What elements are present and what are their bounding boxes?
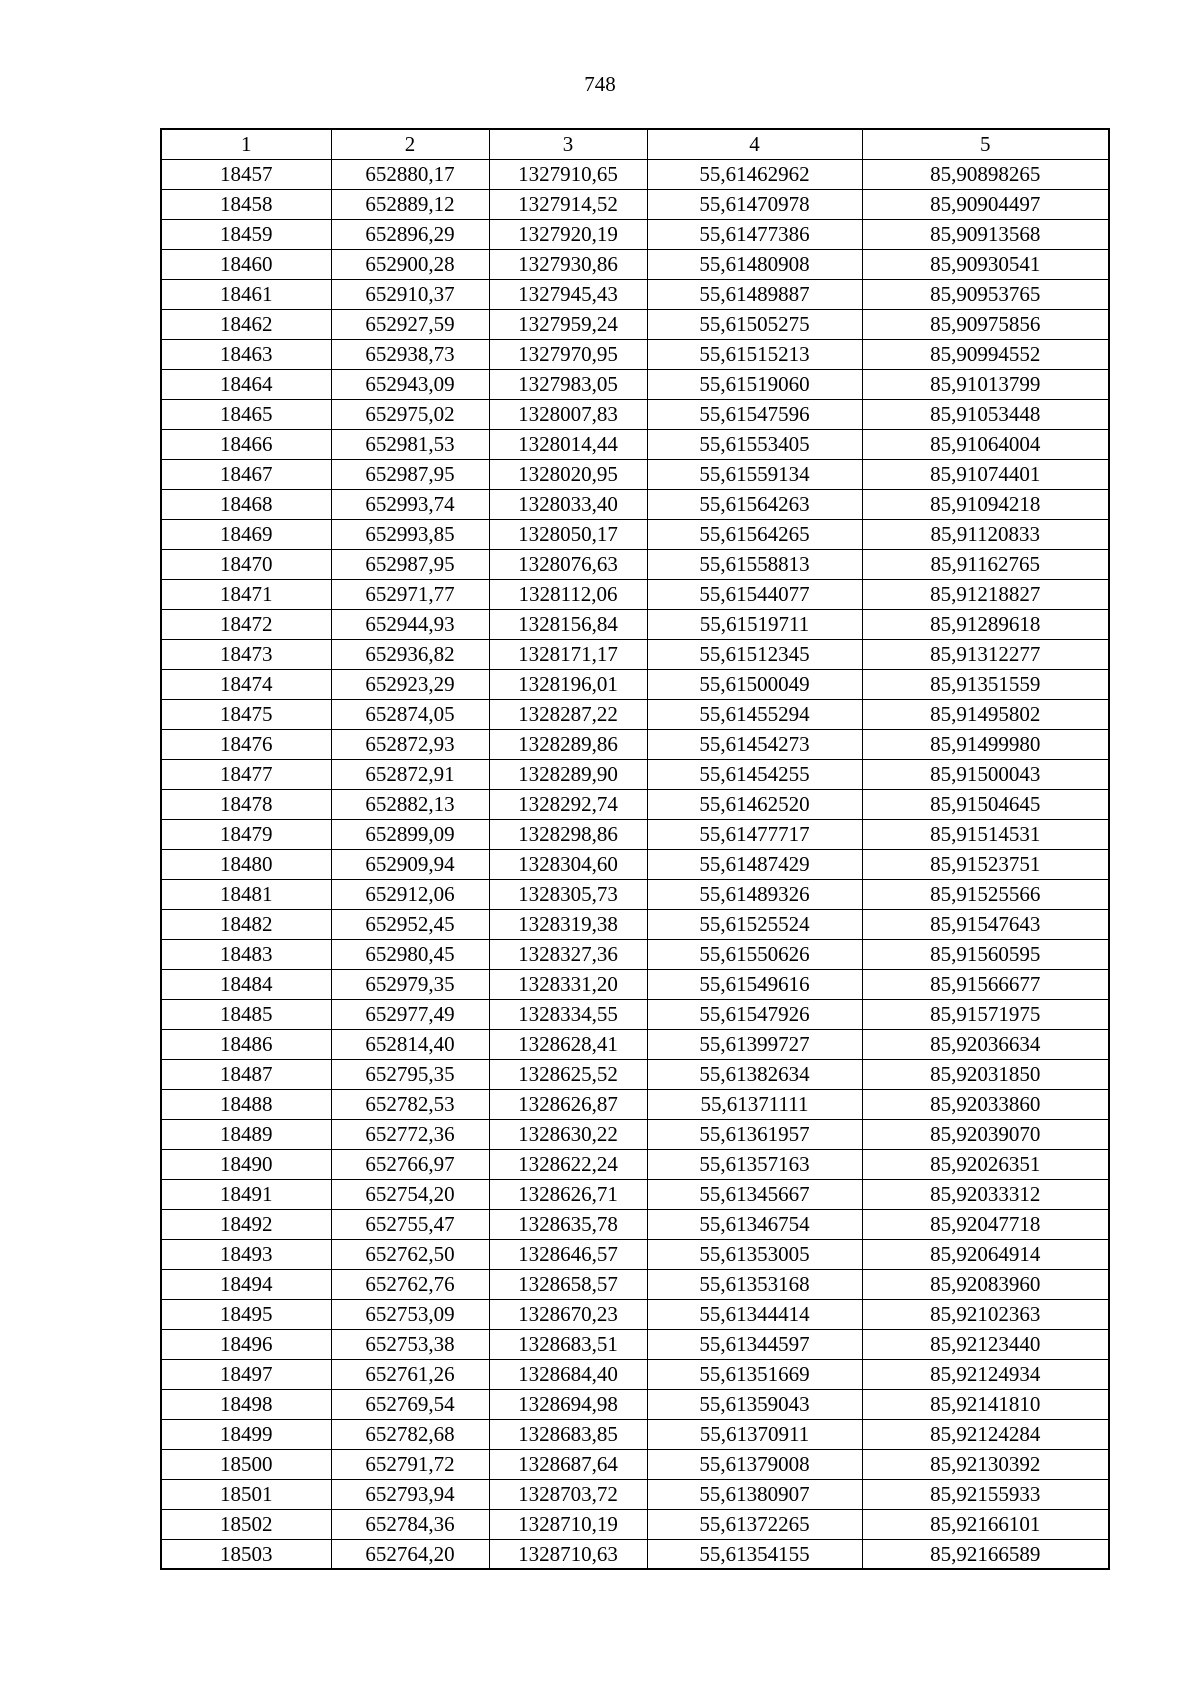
x-coordinate-cell: 652943,09 xyxy=(331,369,489,399)
point-number-cell: 18461 xyxy=(161,279,331,309)
latitude-cell: 55,61477717 xyxy=(647,819,862,849)
longitude-cell: 85,92036634 xyxy=(862,1029,1109,1059)
latitude-cell: 55,61500049 xyxy=(647,669,862,699)
table-row xyxy=(161,1389,1109,1419)
longitude-cell: 85,92039070 xyxy=(862,1119,1109,1149)
point-number-cell: 18474 xyxy=(161,669,331,699)
point-number-cell: 18466 xyxy=(161,429,331,459)
point-number-cell: 18492 xyxy=(161,1209,331,1239)
x-coordinate-cell: 652938,73 xyxy=(331,339,489,369)
latitude-cell: 55,61344597 xyxy=(647,1329,862,1359)
y-coordinate-cell: 1328304,60 xyxy=(489,849,647,879)
y-coordinate-cell: 1328635,78 xyxy=(489,1209,647,1239)
y-coordinate-cell: 1328171,17 xyxy=(489,639,647,669)
latitude-cell: 55,61372265 xyxy=(647,1509,862,1539)
point-number-cell: 18490 xyxy=(161,1149,331,1179)
x-coordinate-cell: 652896,29 xyxy=(331,219,489,249)
point-number-cell: 18484 xyxy=(161,969,331,999)
x-coordinate-cell: 652782,53 xyxy=(331,1089,489,1119)
table-body xyxy=(161,159,1109,1569)
x-coordinate-cell: 652874,05 xyxy=(331,699,489,729)
latitude-cell: 55,61544077 xyxy=(647,579,862,609)
y-coordinate-cell: 1328683,51 xyxy=(489,1329,647,1359)
point-number-cell: 18472 xyxy=(161,609,331,639)
point-number-cell: 18503 xyxy=(161,1539,331,1569)
longitude-cell: 85,92083960 xyxy=(862,1269,1109,1299)
longitude-cell: 85,92124934 xyxy=(862,1359,1109,1389)
longitude-cell: 85,91560595 xyxy=(862,939,1109,969)
latitude-cell: 55,61370911 xyxy=(647,1419,862,1449)
table-row xyxy=(161,1209,1109,1239)
table-row xyxy=(161,159,1109,189)
y-coordinate-cell: 1328658,57 xyxy=(489,1269,647,1299)
longitude-cell: 85,91162765 xyxy=(862,549,1109,579)
table-row xyxy=(161,339,1109,369)
latitude-cell: 55,61559134 xyxy=(647,459,862,489)
point-number-cell: 18479 xyxy=(161,819,331,849)
point-number-cell: 18500 xyxy=(161,1449,331,1479)
longitude-cell: 85,91504645 xyxy=(862,789,1109,819)
x-coordinate-cell: 652912,06 xyxy=(331,879,489,909)
x-coordinate-cell: 652900,28 xyxy=(331,249,489,279)
latitude-cell: 55,61353168 xyxy=(647,1269,862,1299)
y-coordinate-cell: 1328305,73 xyxy=(489,879,647,909)
table-row xyxy=(161,1149,1109,1179)
longitude-cell: 85,91525566 xyxy=(862,879,1109,909)
latitude-cell: 55,61399727 xyxy=(647,1029,862,1059)
x-coordinate-cell: 652766,97 xyxy=(331,1149,489,1179)
longitude-cell: 85,91053448 xyxy=(862,399,1109,429)
table-row xyxy=(161,1059,1109,1089)
latitude-cell: 55,61519711 xyxy=(647,609,862,639)
x-coordinate-cell: 652782,68 xyxy=(331,1419,489,1449)
column-header: 3 xyxy=(489,129,647,159)
y-coordinate-cell: 1328050,17 xyxy=(489,519,647,549)
column-header: 1 xyxy=(161,129,331,159)
longitude-cell: 85,91094218 xyxy=(862,489,1109,519)
y-coordinate-cell: 1327920,19 xyxy=(489,219,647,249)
longitude-cell: 85,91523751 xyxy=(862,849,1109,879)
table-row xyxy=(161,1359,1109,1389)
y-coordinate-cell: 1328710,19 xyxy=(489,1509,647,1539)
x-coordinate-cell: 652753,09 xyxy=(331,1299,489,1329)
point-number-cell: 18489 xyxy=(161,1119,331,1149)
x-coordinate-cell: 652762,50 xyxy=(331,1239,489,1269)
table-row xyxy=(161,1239,1109,1269)
x-coordinate-cell: 652952,45 xyxy=(331,909,489,939)
latitude-cell: 55,61525524 xyxy=(647,909,862,939)
table-row xyxy=(161,669,1109,699)
y-coordinate-cell: 1328112,06 xyxy=(489,579,647,609)
x-coordinate-cell: 652889,12 xyxy=(331,189,489,219)
coordinates-table xyxy=(160,128,1110,1570)
longitude-cell: 85,92155933 xyxy=(862,1479,1109,1509)
longitude-cell: 85,92166589 xyxy=(862,1539,1109,1569)
x-coordinate-cell: 652754,20 xyxy=(331,1179,489,1209)
table-row xyxy=(161,1479,1109,1509)
longitude-cell: 85,91289618 xyxy=(862,609,1109,639)
latitude-cell: 55,61351669 xyxy=(647,1359,862,1389)
point-number-cell: 18486 xyxy=(161,1029,331,1059)
latitude-cell: 55,61547926 xyxy=(647,999,862,1029)
longitude-cell: 85,90994552 xyxy=(862,339,1109,369)
point-number-cell: 18487 xyxy=(161,1059,331,1089)
y-coordinate-cell: 1328628,41 xyxy=(489,1029,647,1059)
y-coordinate-cell: 1328622,24 xyxy=(489,1149,647,1179)
y-coordinate-cell: 1328289,86 xyxy=(489,729,647,759)
latitude-cell: 55,61553405 xyxy=(647,429,862,459)
point-number-cell: 18485 xyxy=(161,999,331,1029)
x-coordinate-cell: 652769,54 xyxy=(331,1389,489,1419)
table-row xyxy=(161,699,1109,729)
y-coordinate-cell: 1328156,84 xyxy=(489,609,647,639)
table-row xyxy=(161,579,1109,609)
longitude-cell: 85,92130392 xyxy=(862,1449,1109,1479)
latitude-cell: 55,61380907 xyxy=(647,1479,862,1509)
y-coordinate-cell: 1327910,65 xyxy=(489,159,647,189)
point-number-cell: 18483 xyxy=(161,939,331,969)
latitude-cell: 55,61512345 xyxy=(647,639,862,669)
y-coordinate-cell: 1328626,87 xyxy=(489,1089,647,1119)
latitude-cell: 55,61558813 xyxy=(647,549,862,579)
table-row xyxy=(161,369,1109,399)
table-row xyxy=(161,1299,1109,1329)
y-coordinate-cell: 1328683,85 xyxy=(489,1419,647,1449)
x-coordinate-cell: 652882,13 xyxy=(331,789,489,819)
point-number-cell: 18477 xyxy=(161,759,331,789)
latitude-cell: 55,61379008 xyxy=(647,1449,862,1479)
point-number-cell: 18491 xyxy=(161,1179,331,1209)
table-row xyxy=(161,429,1109,459)
y-coordinate-cell: 1328196,01 xyxy=(489,669,647,699)
point-number-cell: 18493 xyxy=(161,1239,331,1269)
table-row xyxy=(161,759,1109,789)
latitude-cell: 55,61382634 xyxy=(647,1059,862,1089)
point-number-cell: 18494 xyxy=(161,1269,331,1299)
x-coordinate-cell: 652910,37 xyxy=(331,279,489,309)
x-coordinate-cell: 652762,76 xyxy=(331,1269,489,1299)
latitude-cell: 55,61454255 xyxy=(647,759,862,789)
point-number-cell: 18462 xyxy=(161,309,331,339)
table-row xyxy=(161,1119,1109,1149)
point-number-cell: 18470 xyxy=(161,549,331,579)
table-row xyxy=(161,249,1109,279)
latitude-cell: 55,61357163 xyxy=(647,1149,862,1179)
y-coordinate-cell: 1328670,23 xyxy=(489,1299,647,1329)
latitude-cell: 55,61564265 xyxy=(647,519,862,549)
x-coordinate-cell: 652979,35 xyxy=(331,969,489,999)
longitude-cell: 85,92026351 xyxy=(862,1149,1109,1179)
table-row xyxy=(161,1539,1109,1569)
longitude-cell: 85,91351559 xyxy=(862,669,1109,699)
latitude-cell: 55,61470978 xyxy=(647,189,862,219)
latitude-cell: 55,61547596 xyxy=(647,399,862,429)
point-number-cell: 18467 xyxy=(161,459,331,489)
page-number: 748 xyxy=(584,72,616,96)
x-coordinate-cell: 652795,35 xyxy=(331,1059,489,1089)
point-number-cell: 18501 xyxy=(161,1479,331,1509)
latitude-cell: 55,61515213 xyxy=(647,339,862,369)
longitude-cell: 85,92031850 xyxy=(862,1059,1109,1089)
longitude-cell: 85,90953765 xyxy=(862,279,1109,309)
point-number-cell: 18496 xyxy=(161,1329,331,1359)
longitude-cell: 85,90975856 xyxy=(862,309,1109,339)
longitude-cell: 85,91495802 xyxy=(862,699,1109,729)
table-row xyxy=(161,639,1109,669)
x-coordinate-cell: 652944,93 xyxy=(331,609,489,639)
longitude-cell: 85,91499980 xyxy=(862,729,1109,759)
y-coordinate-cell: 1328292,74 xyxy=(489,789,647,819)
y-coordinate-cell: 1328014,44 xyxy=(489,429,647,459)
point-number-cell: 18499 xyxy=(161,1419,331,1449)
table-row xyxy=(161,399,1109,429)
longitude-cell: 85,92064914 xyxy=(862,1239,1109,1269)
x-coordinate-cell: 652923,29 xyxy=(331,669,489,699)
longitude-cell: 85,91312277 xyxy=(862,639,1109,669)
longitude-cell: 85,91074401 xyxy=(862,459,1109,489)
x-coordinate-cell: 652975,02 xyxy=(331,399,489,429)
table-row xyxy=(161,999,1109,1029)
point-number-cell: 18473 xyxy=(161,639,331,669)
latitude-cell: 55,61550626 xyxy=(647,939,862,969)
x-coordinate-cell: 652971,77 xyxy=(331,579,489,609)
latitude-cell: 55,61487429 xyxy=(647,849,862,879)
point-number-cell: 18480 xyxy=(161,849,331,879)
latitude-cell: 55,61346754 xyxy=(647,1209,862,1239)
longitude-cell: 85,91064004 xyxy=(862,429,1109,459)
x-coordinate-cell: 652814,40 xyxy=(331,1029,489,1059)
y-coordinate-cell: 1327914,52 xyxy=(489,189,647,219)
x-coordinate-cell: 652977,49 xyxy=(331,999,489,1029)
x-coordinate-cell: 652761,26 xyxy=(331,1359,489,1389)
point-number-cell: 18481 xyxy=(161,879,331,909)
latitude-cell: 55,61462520 xyxy=(647,789,862,819)
y-coordinate-cell: 1328327,36 xyxy=(489,939,647,969)
point-number-cell: 18469 xyxy=(161,519,331,549)
table-row xyxy=(161,969,1109,999)
longitude-cell: 85,92047718 xyxy=(862,1209,1109,1239)
longitude-cell: 85,91218827 xyxy=(862,579,1109,609)
longitude-cell: 85,90898265 xyxy=(862,159,1109,189)
point-number-cell: 18488 xyxy=(161,1089,331,1119)
point-number-cell: 18471 xyxy=(161,579,331,609)
y-coordinate-cell: 1328694,98 xyxy=(489,1389,647,1419)
y-coordinate-cell: 1328076,63 xyxy=(489,549,647,579)
latitude-cell: 55,61353005 xyxy=(647,1239,862,1269)
table-row xyxy=(161,219,1109,249)
latitude-cell: 55,61455294 xyxy=(647,699,862,729)
longitude-cell: 85,92141810 xyxy=(862,1389,1109,1419)
x-coordinate-cell: 652980,45 xyxy=(331,939,489,969)
table-row xyxy=(161,939,1109,969)
y-coordinate-cell: 1328710,63 xyxy=(489,1539,647,1569)
table-row xyxy=(161,879,1109,909)
latitude-cell: 55,61462962 xyxy=(647,159,862,189)
y-coordinate-cell: 1328646,57 xyxy=(489,1239,647,1269)
x-coordinate-cell: 652872,93 xyxy=(331,729,489,759)
table-row xyxy=(161,549,1109,579)
point-number-cell: 18476 xyxy=(161,729,331,759)
y-coordinate-cell: 1328007,83 xyxy=(489,399,647,429)
table-row xyxy=(161,189,1109,219)
x-coordinate-cell: 652993,74 xyxy=(331,489,489,519)
y-coordinate-cell: 1328626,71 xyxy=(489,1179,647,1209)
x-coordinate-cell: 652772,36 xyxy=(331,1119,489,1149)
latitude-cell: 55,61477386 xyxy=(647,219,862,249)
longitude-cell: 85,92033860 xyxy=(862,1089,1109,1119)
table-row xyxy=(161,789,1109,819)
latitude-cell: 55,61505275 xyxy=(647,309,862,339)
point-number-cell: 18465 xyxy=(161,399,331,429)
y-coordinate-cell: 1328289,90 xyxy=(489,759,647,789)
y-coordinate-cell: 1327983,05 xyxy=(489,369,647,399)
latitude-cell: 55,61454273 xyxy=(647,729,862,759)
longitude-cell: 85,91571975 xyxy=(862,999,1109,1029)
table-row xyxy=(161,729,1109,759)
y-coordinate-cell: 1328033,40 xyxy=(489,489,647,519)
longitude-cell: 85,91547643 xyxy=(862,909,1109,939)
y-coordinate-cell: 1327945,43 xyxy=(489,279,647,309)
longitude-cell: 85,91013799 xyxy=(862,369,1109,399)
table-row xyxy=(161,1329,1109,1359)
x-coordinate-cell: 652936,82 xyxy=(331,639,489,669)
y-coordinate-cell: 1328684,40 xyxy=(489,1359,647,1389)
longitude-cell: 85,92166101 xyxy=(862,1509,1109,1539)
point-number-cell: 18464 xyxy=(161,369,331,399)
y-coordinate-cell: 1328630,22 xyxy=(489,1119,647,1149)
x-coordinate-cell: 652880,17 xyxy=(331,159,489,189)
table-row xyxy=(161,1179,1109,1209)
latitude-cell: 55,61480908 xyxy=(647,249,862,279)
point-number-cell: 18459 xyxy=(161,219,331,249)
longitude-cell: 85,91566677 xyxy=(862,969,1109,999)
y-coordinate-cell: 1328298,86 xyxy=(489,819,647,849)
latitude-cell: 55,61564263 xyxy=(647,489,862,519)
table-row xyxy=(161,909,1109,939)
latitude-cell: 55,61359043 xyxy=(647,1389,862,1419)
longitude-cell: 85,92123440 xyxy=(862,1329,1109,1359)
y-coordinate-cell: 1328625,52 xyxy=(489,1059,647,1089)
x-coordinate-cell: 652872,91 xyxy=(331,759,489,789)
x-coordinate-cell: 652987,95 xyxy=(331,459,489,489)
longitude-cell: 85,92124284 xyxy=(862,1419,1109,1449)
table-row xyxy=(161,459,1109,489)
point-number-cell: 18497 xyxy=(161,1359,331,1389)
y-coordinate-cell: 1328331,20 xyxy=(489,969,647,999)
x-coordinate-cell: 652981,53 xyxy=(331,429,489,459)
latitude-cell: 55,61344414 xyxy=(647,1299,862,1329)
x-coordinate-cell: 652899,09 xyxy=(331,819,489,849)
y-coordinate-cell: 1328020,95 xyxy=(489,459,647,489)
table-row xyxy=(161,279,1109,309)
x-coordinate-cell: 652755,47 xyxy=(331,1209,489,1239)
x-coordinate-cell: 652791,72 xyxy=(331,1449,489,1479)
y-coordinate-cell: 1328703,72 xyxy=(489,1479,647,1509)
point-number-cell: 18457 xyxy=(161,159,331,189)
y-coordinate-cell: 1328687,64 xyxy=(489,1449,647,1479)
longitude-cell: 85,92033312 xyxy=(862,1179,1109,1209)
y-coordinate-cell: 1328334,55 xyxy=(489,999,647,1029)
y-coordinate-cell: 1327930,86 xyxy=(489,249,647,279)
column-header: 4 xyxy=(647,129,862,159)
y-coordinate-cell: 1327959,24 xyxy=(489,309,647,339)
x-coordinate-cell: 652909,94 xyxy=(331,849,489,879)
column-header: 2 xyxy=(331,129,489,159)
longitude-cell: 85,90913568 xyxy=(862,219,1109,249)
table-row xyxy=(161,1449,1109,1479)
point-number-cell: 18460 xyxy=(161,249,331,279)
x-coordinate-cell: 652993,85 xyxy=(331,519,489,549)
point-number-cell: 18502 xyxy=(161,1509,331,1539)
table-row xyxy=(161,489,1109,519)
point-number-cell: 18498 xyxy=(161,1389,331,1419)
longitude-cell: 85,92102363 xyxy=(862,1299,1109,1329)
column-header: 5 xyxy=(862,129,1109,159)
table-row xyxy=(161,1269,1109,1299)
x-coordinate-cell: 652764,20 xyxy=(331,1539,489,1569)
point-number-cell: 18475 xyxy=(161,699,331,729)
longitude-cell: 85,91500043 xyxy=(862,759,1109,789)
latitude-cell: 55,61361957 xyxy=(647,1119,862,1149)
latitude-cell: 55,61489887 xyxy=(647,279,862,309)
y-coordinate-cell: 1328287,22 xyxy=(489,699,647,729)
x-coordinate-cell: 652753,38 xyxy=(331,1329,489,1359)
longitude-cell: 85,91514531 xyxy=(862,819,1109,849)
x-coordinate-cell: 652784,36 xyxy=(331,1509,489,1539)
table-header-row xyxy=(161,129,1109,159)
table-row xyxy=(161,819,1109,849)
x-coordinate-cell: 652927,59 xyxy=(331,309,489,339)
point-number-cell: 18482 xyxy=(161,909,331,939)
latitude-cell: 55,61371111 xyxy=(647,1089,862,1119)
table-row xyxy=(161,609,1109,639)
table-row xyxy=(161,1029,1109,1059)
latitude-cell: 55,61519060 xyxy=(647,369,862,399)
x-coordinate-cell: 652987,95 xyxy=(331,549,489,579)
y-coordinate-cell: 1328319,38 xyxy=(489,909,647,939)
point-number-cell: 18478 xyxy=(161,789,331,819)
y-coordinate-cell: 1327970,95 xyxy=(489,339,647,369)
table-row xyxy=(161,849,1109,879)
latitude-cell: 55,61489326 xyxy=(647,879,862,909)
longitude-cell: 85,91120833 xyxy=(862,519,1109,549)
point-number-cell: 18468 xyxy=(161,489,331,519)
x-coordinate-cell: 652793,94 xyxy=(331,1479,489,1509)
table-row xyxy=(161,519,1109,549)
latitude-cell: 55,61549616 xyxy=(647,969,862,999)
table-row xyxy=(161,1419,1109,1449)
longitude-cell: 85,90904497 xyxy=(862,189,1109,219)
latitude-cell: 55,61354155 xyxy=(647,1539,862,1569)
table-row xyxy=(161,309,1109,339)
point-number-cell: 18495 xyxy=(161,1299,331,1329)
table-row xyxy=(161,1089,1109,1119)
point-number-cell: 18463 xyxy=(161,339,331,369)
latitude-cell: 55,61345667 xyxy=(647,1179,862,1209)
longitude-cell: 85,90930541 xyxy=(862,249,1109,279)
point-number-cell: 18458 xyxy=(161,189,331,219)
table-row xyxy=(161,1509,1109,1539)
